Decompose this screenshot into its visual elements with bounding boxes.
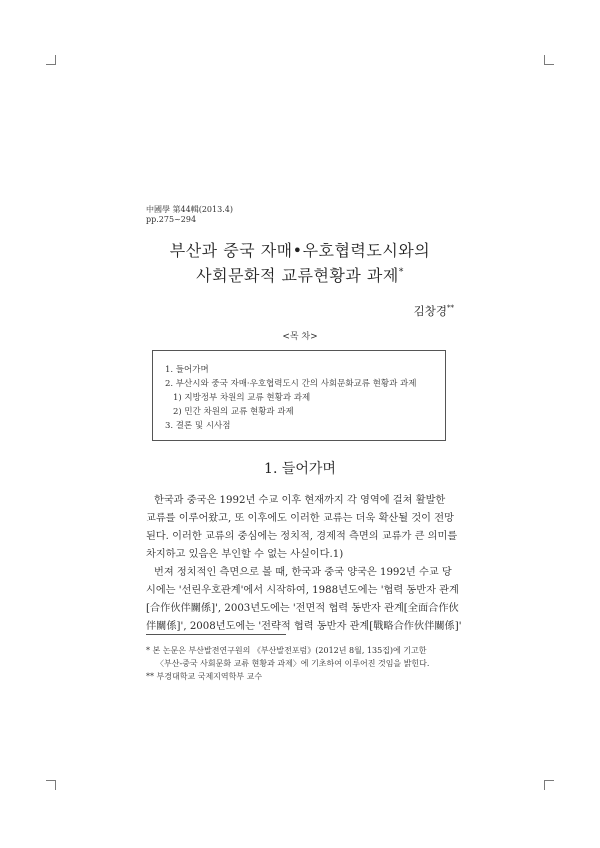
- body-line: 번져 정치적인 측면으로 볼 때, 한국과 중국 양국은 1992년 수교 당: [154, 567, 452, 578]
- crop-mark: [544, 55, 545, 65]
- crop-mark: [55, 55, 56, 65]
- title-footnote-mark: *: [398, 267, 404, 278]
- toc-item: 1) 지방정부 차원의 교류 현황과 과제: [173, 393, 311, 403]
- toc-label: <목 차>: [282, 332, 318, 342]
- paper-title-line1: [100, 238, 500, 261]
- crop-mark: [544, 780, 545, 790]
- journal-info: [146, 205, 233, 225]
- crop-mark: [55, 780, 56, 790]
- section-heading: 1. 들어가며: [264, 461, 336, 477]
- toc-item: 3. 결론 및 시사점: [165, 421, 231, 431]
- footnote-divider: [146, 634, 286, 635]
- author: [414, 303, 454, 319]
- footnote: ** 부경대학교 국제지역학부 교수: [146, 672, 263, 681]
- body-line: [合作伙伴關係]', 2003년도에는 '전면적 협력 동반자 관계[全面合作伙: [146, 603, 459, 614]
- footnote: 〈부산-중국 사회문화 교류 현황과 과제〉에 기초하여 이루어진 것임을 밝힌다.: [156, 659, 430, 668]
- body-line: 된다. 이러한 교류의 중심에는 정치적, 경제적 측면의 교류가 큰 의미를: [146, 531, 458, 542]
- body-line: 伴關係]', 2008년도에는 '전략적 협력 동반자 관계[戰略合作伙伴關係]': [146, 621, 462, 632]
- journal-pages: pp.275~294: [146, 215, 197, 224]
- footnote: * 본 논문은 부산발전연구원의 《부산발전포럼》(2012년 8월, 135집)에 기고한: [146, 646, 427, 655]
- toc-item: 2) 민간 차원의 교류 현황과 과제: [173, 407, 294, 417]
- body-line: 시에는 '선린우호관계'에서 시작하여, 1988년도에는 '협력 동반자 관계: [146, 585, 459, 596]
- toc-item: 2. 부산시와 중국 자매·우호협력도시 간의 사회문화교류 현황과 과제: [165, 379, 417, 389]
- body-line: 차지하고 있음은 부인할 수 없는 사실이다.1): [146, 549, 344, 560]
- author-name: 김창경: [413, 304, 447, 318]
- body-line: 교류를 이루어왔고, 또 이후에도 이러한 교류는 더욱 확산될 것이 전망: [146, 513, 454, 524]
- toc-item: 1. 들어가며: [165, 365, 209, 375]
- crop-mark: [544, 64, 554, 65]
- journal-name: 中國學 第44輯(2013.4): [146, 205, 233, 214]
- crop-mark: [544, 780, 554, 781]
- author-footnote-mark: **: [447, 304, 454, 313]
- title-line2-text: 사회문화적 교류현황과 과제: [196, 266, 399, 285]
- body-line: 한국과 중국은 1992년 수교 이후 현재까지 각 영역에 걸쳐 활발한: [154, 495, 446, 506]
- title-line1-text: 부산과 중국 자매•우호협력도시와의: [169, 241, 431, 260]
- paper-title-line2: [100, 263, 500, 286]
